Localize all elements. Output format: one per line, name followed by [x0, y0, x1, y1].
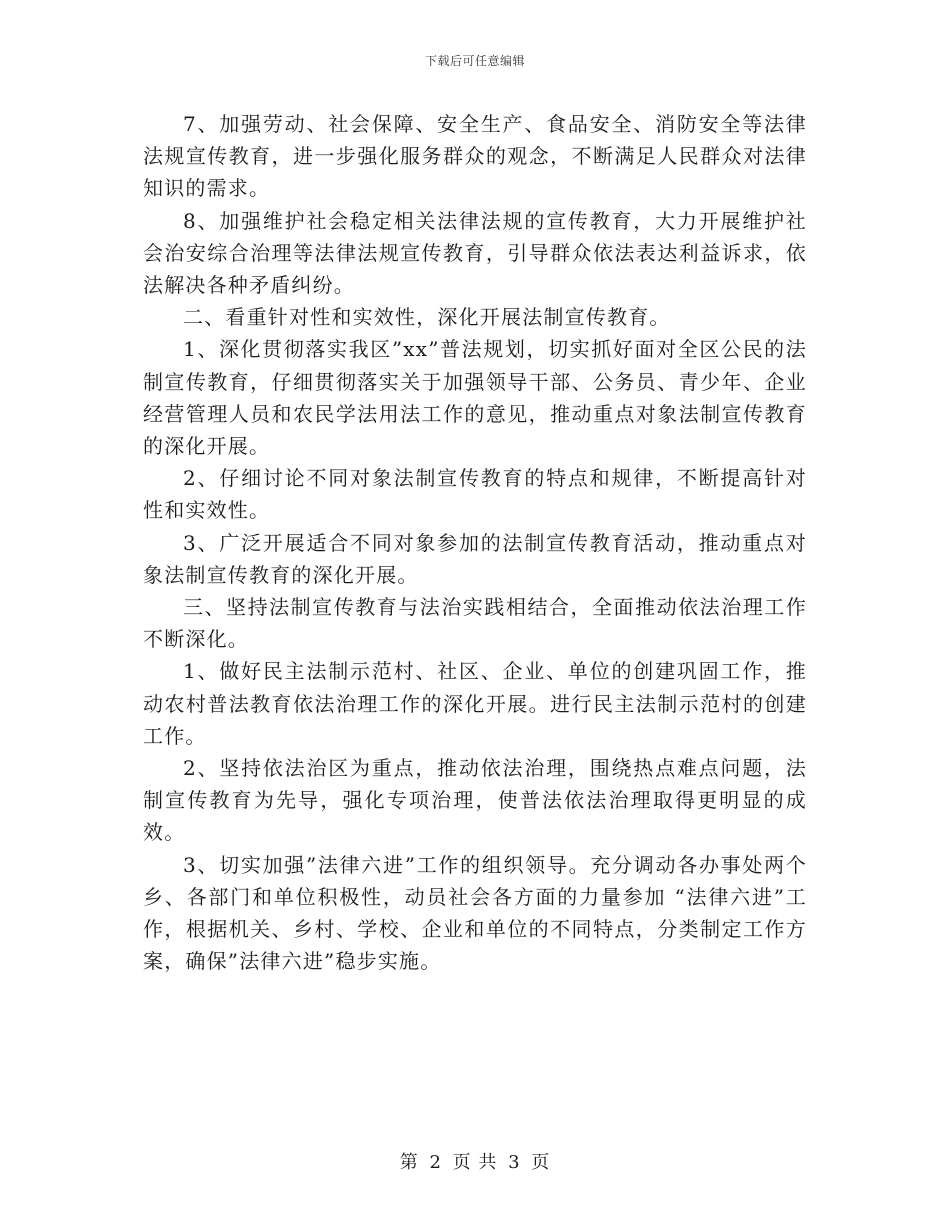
document-body	[143, 108, 807, 977]
paragraph-section3-item-2: 2、坚持依法治区为重点，推动依法治理，围绕热点难点问题，法制宣传教育为先导，强化专项治理，使普法依法治理取得更明显的成效。	[143, 756, 807, 845]
paragraph-item-8: 8、加强维护社会稳定相关法律法规的宣传教育，大力开展维护社会治安综合治理等法律法规宣传教育，引导群众依法表达利益诉求，依法解决各种矛盾纠纷。	[143, 208, 807, 298]
page-number-footer	[0, 1148, 950, 1174]
footer-prefix: 第	[399, 1152, 419, 1173]
footer-suffix: 页	[531, 1152, 551, 1173]
footer-current-page: 2	[429, 1152, 442, 1173]
footer-middle: 页 共	[452, 1152, 498, 1173]
paragraph-section3-item-3: 3、切实加强”法律六进”工作的组织领导。充分调动各办事处两个乡、各部门和单位积极性，动员社会各方面的力量参加 “法律六进”工作，根据机关、乡村、学校、企业和单位的不同特点，分类制定工作方案，确保”法律六进”稳步实施。	[143, 852, 807, 974]
section-heading-3: 三、坚持法制宣传教育与法治实践相结合，全面推动依法治理工作不断深化。	[143, 595, 807, 652]
paragraph-section3-item-1: 1、做好民主法制示范村、社区、企业、单位的创建巩固工作，推动农村普法教育依法治理工作的深化开展。进行民主法制示范村的创建工作。	[143, 659, 807, 748]
paragraph-item-7: 7、加强劳动、社会保障、安全生产、食品安全、消防安全等法律法规宣传教育，进一步强化服务群众的观念，不断满足人民群众对法律知识的需求。	[143, 112, 807, 201]
paragraph-section2-item-2: 2、仔细讨论不同对象法制宣传教育的特点和规律，不断提高针对性和实效性。	[143, 466, 807, 523]
section-heading-2: 二、看重针对性和实效性，深化开展法制宣传教育。	[183, 305, 671, 330]
paragraph-section2-item-3: 3、广泛开展适合不同对象参加的法制宣传教育活动，推动重点对象法制宣传教育的深化开展。	[143, 530, 807, 587]
paragraph-section2-item-1: 1、深化贯彻落实我区”xx”普法规划，切实抓好面对全区公民的法制宣传教育，仔细贯彻落实关于加强领导干部、公务员、青少年、企业经营管理人员和农民学法用法工作的意见，推动重点对象法制宣传教育的深化开展。	[143, 337, 807, 459]
footer-total-pages: 3	[508, 1152, 521, 1173]
page-header-note: 下载后可任意编辑	[424, 54, 525, 68]
